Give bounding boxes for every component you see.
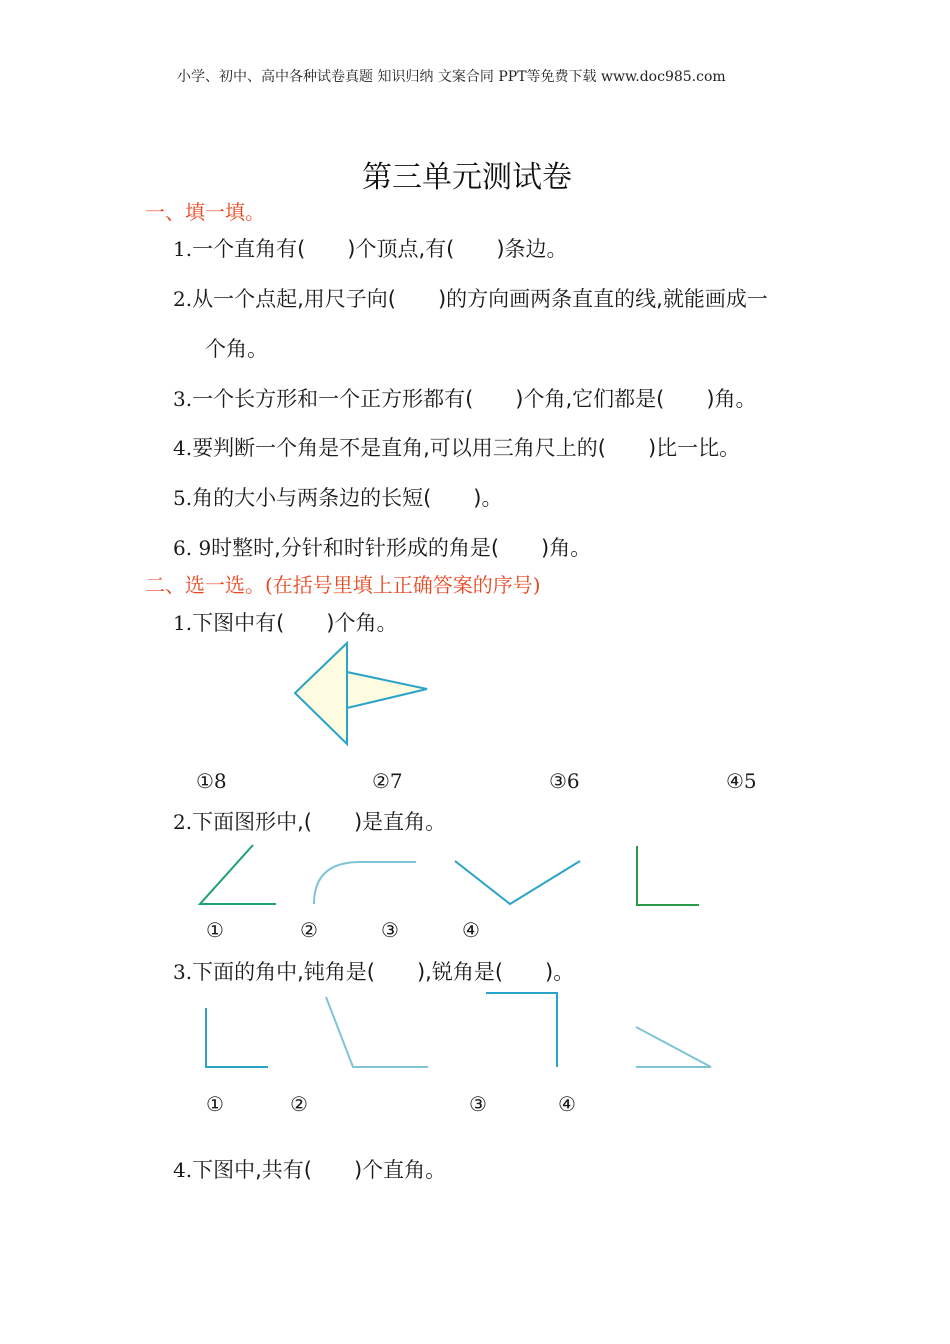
option-4: ④5: [726, 769, 757, 793]
label-1: ①: [206, 918, 224, 942]
question-number: 4.: [173, 1158, 193, 1182]
question-number: 1.: [173, 237, 193, 261]
option-3: ③6: [549, 769, 580, 793]
question-text: 时整时,分针和时针形成的角是( )角。: [211, 536, 592, 560]
question-text: 要判断一个角是不是直角,可以用三角尺上的( )比一比。: [192, 436, 741, 460]
question-number: 3.: [173, 960, 193, 984]
question-text: 从一个点起,用尺子向( )的方向画两条直直的线,就能画成一: [192, 287, 768, 311]
question-text: 一个直角有( )个顶点,有( )条边。: [192, 237, 568, 261]
page-title: 第三单元测试卷: [362, 160, 572, 195]
question-number: 4.: [173, 436, 193, 460]
question-text: 一个长方形和一个正方形都有( )个角,它们都是( )角。: [192, 387, 757, 411]
question-text: 角的大小与两条边的长短( )。: [192, 486, 503, 510]
question-number: 2.: [173, 810, 193, 834]
label-2: ②: [300, 918, 318, 942]
option-2: ②7: [372, 769, 403, 793]
question-number: 5.: [173, 486, 193, 510]
question-number: 1.: [173, 611, 193, 635]
label-4: ④: [462, 918, 480, 942]
question-number: 3.: [173, 387, 193, 411]
angle-acute: [636, 1027, 711, 1067]
question-text: 下面图形中,( )是直角。: [192, 810, 447, 834]
angle-right: [206, 1008, 268, 1067]
label-3: ③: [469, 1092, 487, 1116]
angle-right-flipped: [486, 993, 557, 1067]
angle-obtuse: [326, 997, 428, 1067]
question-text: 下图中,共有( )个直角。: [192, 1158, 447, 1182]
section-2-heading: 二、选一选。(在括号里填上正确答案的序号): [145, 573, 541, 597]
option-1: ①8: [196, 769, 227, 793]
question-text: 下图中有( )个角。: [192, 611, 398, 635]
label-1: ①: [206, 1092, 224, 1116]
question-1-2-continuation: 个角。: [205, 337, 268, 361]
question-number: 2.: [173, 287, 193, 311]
label-2: ②: [290, 1092, 308, 1116]
question-number: 6. 9: [173, 536, 212, 560]
label-4: ④: [558, 1092, 576, 1116]
question-text: 下面的角中,钝角是( ),锐角是( )。: [192, 960, 575, 984]
section-1-heading: 一、填一填。: [145, 200, 265, 224]
site-header: 小学、初中、高中各种试卷真题 知识归纳 文案合同 PPT等免费下载 www.doc985.com: [177, 69, 726, 85]
question-2-4: [173, 1154, 446, 1184]
label-3: ③: [381, 918, 399, 942]
